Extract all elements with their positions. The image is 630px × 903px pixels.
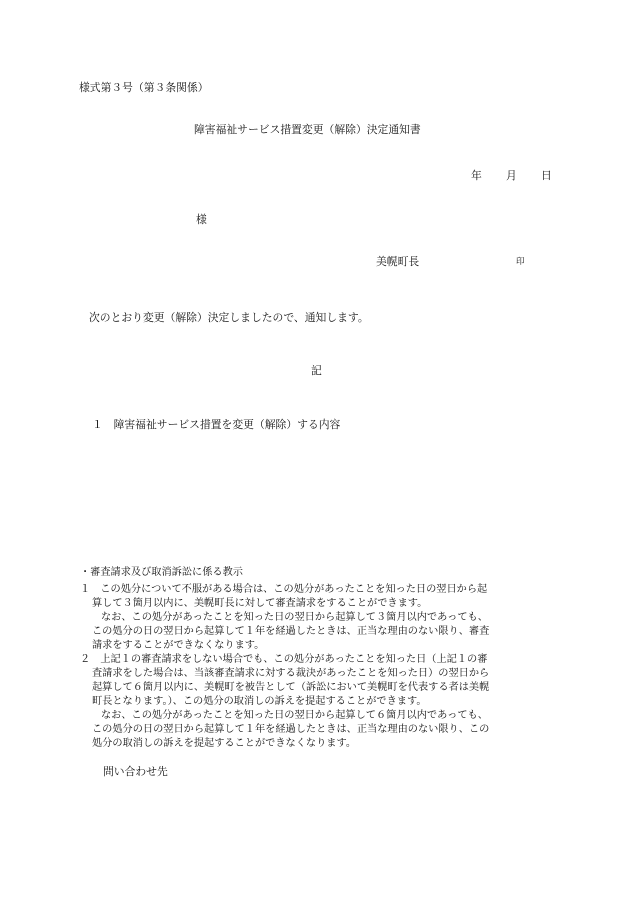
notice-line: 請求をすることができなくなります。: [92, 640, 265, 651]
date-year-label: 年: [471, 169, 482, 182]
notice-line: １ この処分について不服がある場合は、この処分があったことを知った日の翌日から起: [80, 584, 488, 595]
date-month-label: 月: [506, 169, 517, 182]
notice-line: なお、この処分があったことを知った日の翌日から起算して６箇月以内であっても、: [101, 710, 488, 721]
seal-mark: 印: [516, 257, 525, 267]
notice-line: 起算して６箇月以内に、美幌町を被告として（訴訟において美幌町を代表する者は美幌: [92, 682, 490, 693]
notice-line: なお、この処分があったことを知った日の翌日から起算して３箇月以内であっても、: [101, 612, 488, 623]
item-1-heading: １ 障害福祉サービス措置を変更（解除）する内容: [92, 418, 341, 431]
intro-text: 次のとおり変更（解除）決定しましたので、通知します。: [89, 311, 369, 324]
document-title: 障害福祉サービス措置変更（解除）決定通知書: [194, 123, 421, 136]
notice-line: ２ 上記１の審査請求をしない場合でも、この処分があったことを知った日（上記１の審: [80, 654, 488, 665]
notice-line: 算して３箇月以内に、美幌町長に対して審査請求をすることができます。: [92, 598, 428, 609]
date-day-label: 日: [541, 169, 552, 182]
contact-label: 問い合わせ先: [103, 765, 168, 778]
ki-heading: 記: [311, 364, 322, 377]
appeal-notice-heading: ・審査請求及び取消訴訟に係る教示: [80, 567, 243, 578]
form-number: 様式第３号（第３条関係）: [79, 81, 209, 94]
notice-line: 処分の取消しの訴えを提起することができなくなります。: [92, 738, 357, 749]
notice-line: 町長となります。）、この処分の取消しの訴えを提起することができます。: [92, 696, 427, 707]
addressee-suffix: 様: [196, 213, 207, 226]
notice-line: 査請求をした場合は、当該審査請求に対する裁決があったことを知った日）の翌日から: [92, 668, 490, 679]
notice-line: この処分の日の翌日から起算して１年を経過したときは、正当な理由のない限り、審査: [92, 626, 490, 637]
notice-line: この処分の日の翌日から起算して１年を経過したときは、正当な理由のない限り、この: [92, 724, 490, 735]
issuer-name: 美幌町長: [376, 255, 420, 268]
